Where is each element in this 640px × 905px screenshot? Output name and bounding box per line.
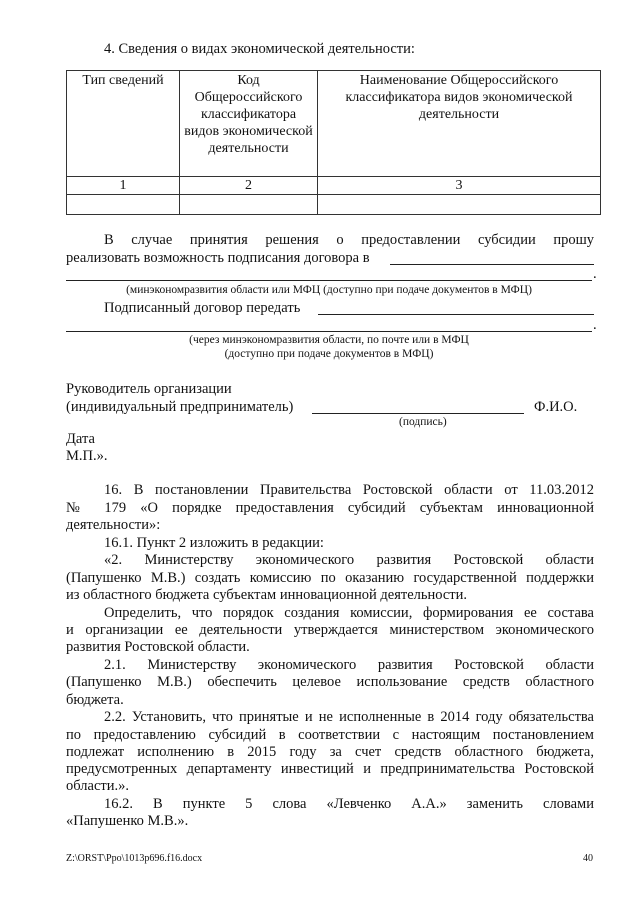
p16-1: 16.1. Пункт 2 изложить в редакции: <box>104 535 324 551</box>
p2-1-line-3: бюджета. <box>66 692 124 708</box>
request-line-2: реализовать возможность подписания договора в <box>66 250 370 266</box>
empty-cell <box>67 195 180 215</box>
p2-1-line-1: 2.1. Министерству экономического развития Ростовской области <box>104 657 594 673</box>
pdef-line-3: развития Ростовской области. <box>66 639 250 655</box>
number-cell: 3 <box>318 177 601 195</box>
number-cell: 1 <box>67 177 180 195</box>
empty-cell <box>180 195 318 215</box>
p16-line-2: № 179 «О порядке предоставления субсидий субъектам инновационной <box>66 500 594 516</box>
signer-title: Руководитель организации <box>66 381 232 397</box>
period-mark: . <box>593 317 597 333</box>
p16-2-line-1: 16.2. В пункте 5 слова «Левченко А.А.» заменить словами <box>104 796 594 812</box>
hint-signing: (минэкономразвития области или МФЦ (доступно при подаче документов в МФЦ) <box>126 284 532 296</box>
page-number: 40 <box>583 853 593 864</box>
file-path: Z:\ORST\Ppo\1013p696.f16.docx <box>66 853 203 864</box>
p2-2-line-1: 2.2. Установить, что принятые и не исполненные в 2014 году обязательства <box>104 709 594 725</box>
section-title: 4. Сведения о видах экономической деятельности: <box>104 41 415 57</box>
table-empty-row <box>67 195 601 215</box>
p2-2-line-4: предусмотренных департаменту инвестиций и предпринимательства Ростовской <box>66 761 594 777</box>
signature-line[interactable] <box>312 413 524 414</box>
p2-line-2: (Папушенко М.В.) создать комиссию по оказанию государственной поддержки <box>66 570 594 586</box>
number-cell: 2 <box>180 177 318 195</box>
pdef-line-2: и организации ее деятельности утверждается министерством экономического <box>66 622 594 638</box>
p16-2-line-2: «Папушенко М.В.». <box>66 813 189 829</box>
transfer-line-2[interactable] <box>66 331 592 332</box>
fio-label: Ф.И.О. <box>534 399 578 415</box>
stamp-label: М.П.». <box>66 448 108 464</box>
p2-2-line-2: по предоставлению субсидий в соответствии с настоящим постановлением <box>66 727 594 743</box>
p16-line-1: 16. В постановлении Правительства Ростовской области от 11.03.2012 <box>104 482 594 498</box>
activity-table <box>66 70 601 215</box>
header-name: Наименование Общероссийского классификатора видов экономической деятельности <box>318 71 601 177</box>
request-line-1: В случае принятия решения о предоставлении субсидии прошу <box>104 232 594 248</box>
table-header-row <box>67 71 601 177</box>
p2-line-1: «2. Министерству экономического развития Ростовской области <box>104 552 594 568</box>
p2-line-3: из областного бюджета субъектам инновационной деятельности. <box>66 587 468 603</box>
p2-2-line-5: области.». <box>66 778 129 794</box>
empty-cell <box>318 195 601 215</box>
signer-subtitle: (индивидуальный предприниматель) <box>66 399 294 415</box>
p2-2-line-3: подлежат исполнению в 2015 году за счет средств областного бюджета, <box>66 744 594 760</box>
header-type: Тип сведений <box>67 71 180 177</box>
p16-line-3: деятельности»: <box>66 517 161 533</box>
signature-hint: (подпись) <box>399 416 447 428</box>
transfer-line[interactable] <box>318 314 594 315</box>
p2-1-line-2: (Папушенко М.В.) обеспечить целевое использование средств областного <box>66 674 594 690</box>
pdef-line-1: Определить, что порядок создания комиссии, формирования ее состава <box>104 605 594 621</box>
transfer-label: Подписанный договор передать <box>104 300 301 316</box>
hint-transfer-2: (доступно при подаче документов в МФЦ) <box>224 348 434 360</box>
signing-place-line[interactable] <box>390 264 594 265</box>
table-number-row <box>67 177 601 195</box>
date-label: Дата <box>66 431 95 447</box>
hint-transfer-1: (через минэкономразвития области, по почте или в МФЦ <box>189 334 469 346</box>
header-code: Код Общероссийского классификатора видов экономической деятельности <box>180 71 318 177</box>
signing-place-line-2[interactable] <box>66 280 592 281</box>
period-mark: . <box>593 266 597 282</box>
